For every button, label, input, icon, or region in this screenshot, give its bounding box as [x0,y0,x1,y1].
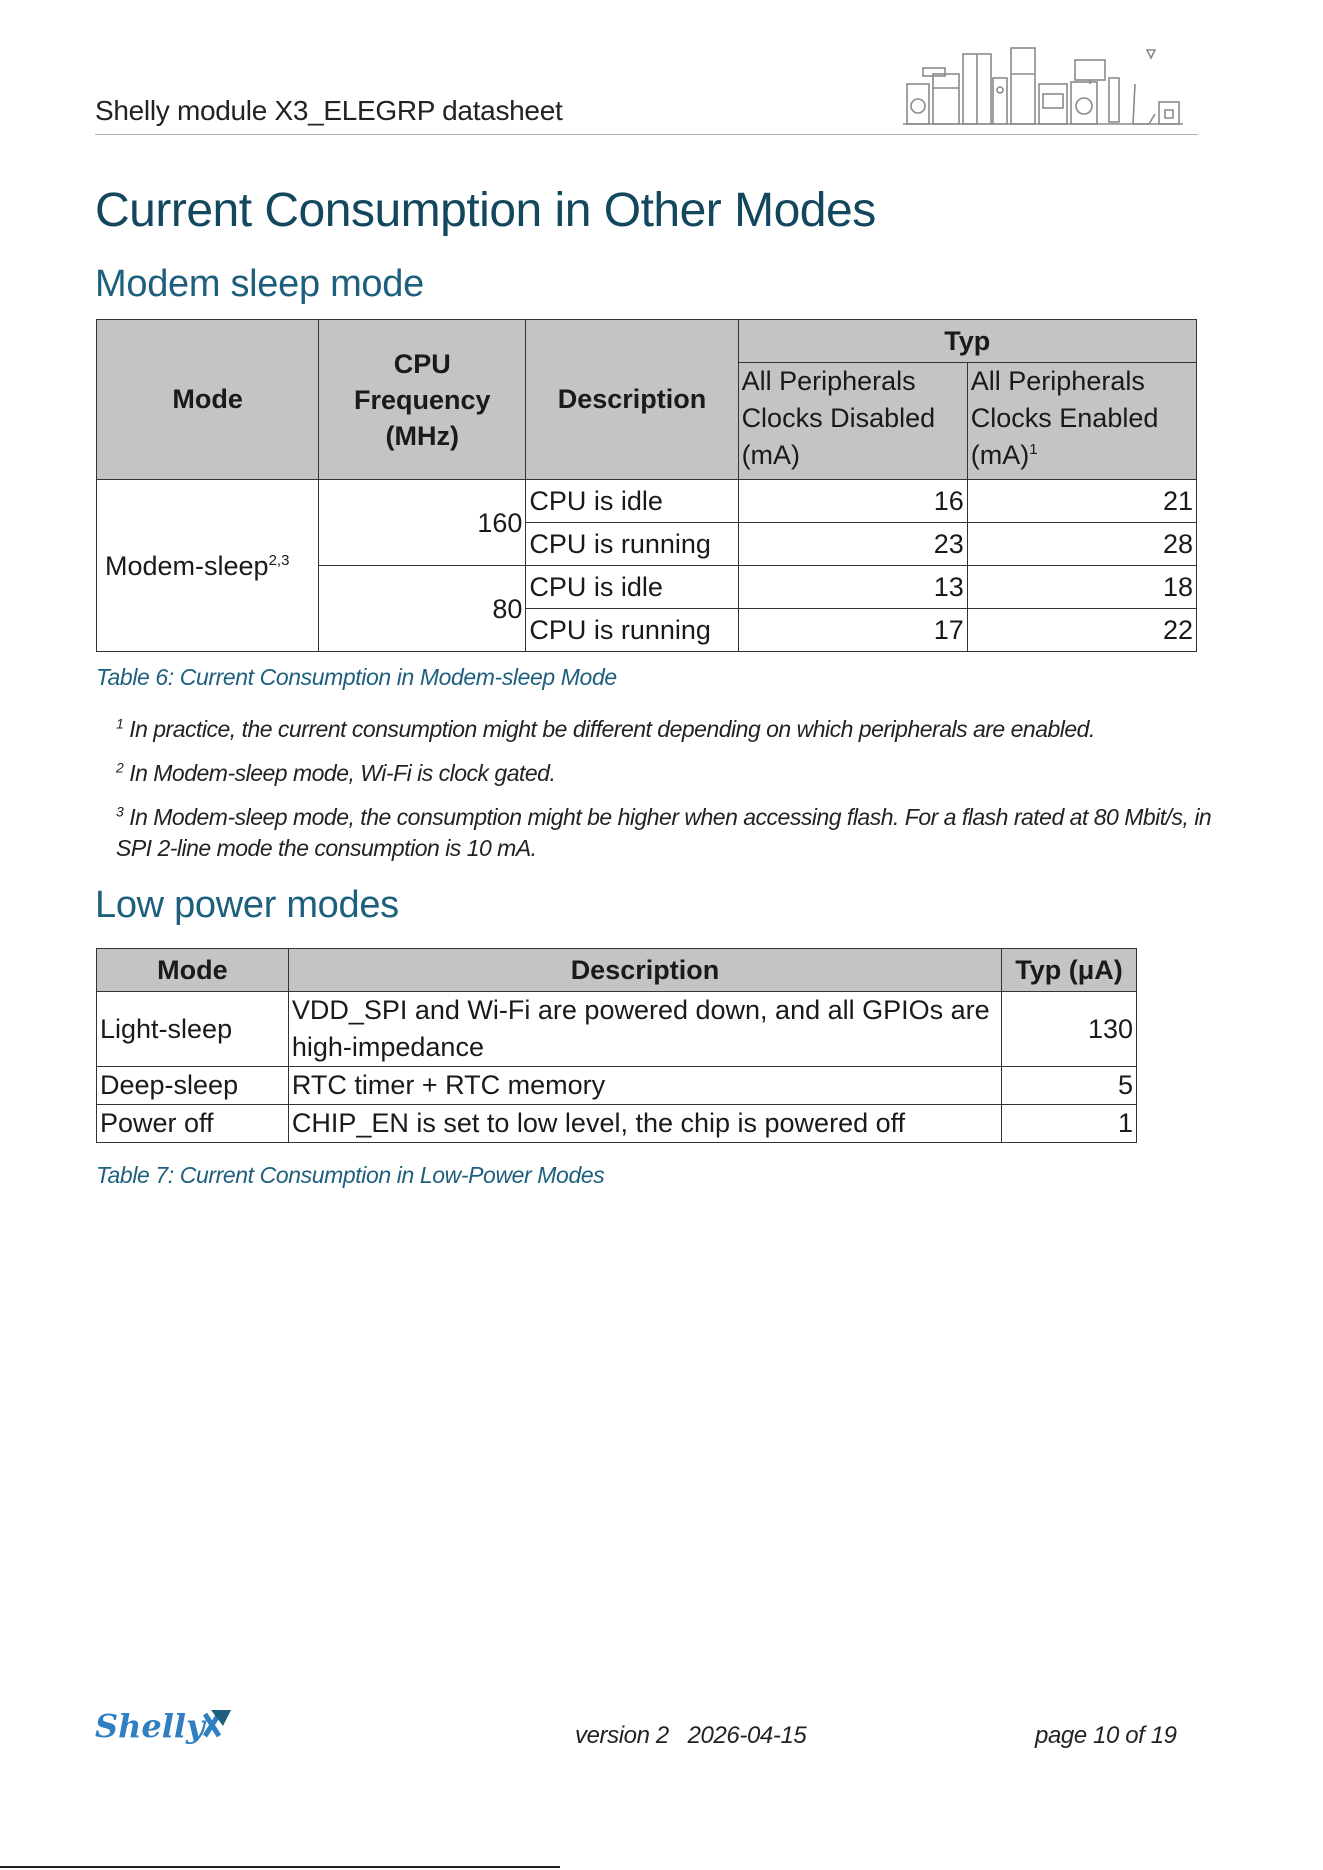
table-row [97,1067,1137,1105]
header-mode: Mode [97,949,289,992]
header-divider [95,134,1198,135]
header-typ-ua: Typ (μA) [1002,949,1137,992]
header-typ: Typ [738,320,1196,363]
clocks-enabled-cell: 21 [967,480,1196,523]
clocks-disabled-cell: 23 [738,523,967,566]
header-mode: Mode [97,320,319,480]
description-cell: CPU is idle [526,480,738,523]
home-appliances-icon [903,44,1199,128]
footnote-ref-2-3: 2,3 [268,551,290,569]
mode-cell: Power off [97,1105,289,1143]
header-description: Description [288,949,1001,992]
table-row [97,480,1197,523]
mode-cell: Modem-sleep$^{2,3}$ [97,480,319,652]
clocks-enabled-cell: 28 [967,523,1196,566]
modem-sleep-heading: Modem sleep mode [95,263,424,305]
description-cell: CPU is running [526,523,738,566]
table-7-caption: Table 7: Current Consumption in Low-Power Modes [96,1162,605,1188]
footnote-2: $^2$ In Modem-sleep mode, Wi-Fi is clock gated. [116,759,556,786]
shelly-x-logo-icon [93,1706,233,1746]
shelly-logo [93,1706,233,1751]
document-title: Shelly module X3_ELEGRP datasheet [95,95,563,126]
modem-sleep-table [96,319,1197,652]
low-power-heading: Low power modes [95,884,399,926]
description-cell: CPU is idle [526,566,738,609]
header-clocks-enabled: All Peripherals Clocks Enabled (mA)$^1$ [967,363,1196,480]
typ-cell: 1 [1002,1105,1137,1143]
bottom-rule [0,1866,560,1868]
clocks-disabled-cell: 16 [738,480,967,523]
description-cell: CHIP_EN is set to low level, the chip is powered off [288,1105,1001,1143]
header-cpu-frequency: CPU Frequency (MHz) [319,320,526,480]
mode-cell: Deep-sleep [97,1067,289,1105]
description-cell: VDD_SPI and Wi-Fi are powered down, and all GPIOs are high-impedance [288,992,1001,1067]
description-cell: RTC timer + RTC memory [288,1067,1001,1105]
description-cell: CPU is running [526,609,738,652]
header-clocks-disabled: All Peripherals Clocks Disabled (mA) [738,363,967,480]
section-heading: Current Consumption in Other Modes [95,184,876,237]
shelly-logo-text: Shelly [95,1707,205,1745]
cpu-frequency-cell: 160 [319,480,526,566]
header-description: Description [526,320,738,480]
table-row [97,992,1137,1067]
clocks-disabled-cell: 17 [738,609,967,652]
footer-page-number: page 10 of 19 [1035,1722,1177,1749]
footnote-1: $^1$ In practice, the current consumption might be different depending on which peripherals are enabled. [116,715,1095,742]
footnote-ref-1: 1 [1029,441,1038,458]
typ-cell: 5 [1002,1067,1137,1105]
typ-cell: 130 [1002,992,1137,1067]
mode-cell: Light-sleep [97,992,289,1067]
footnote-3: $^3$ In Modem-sleep mode, the consumption might be higher when accessing flash. For a flash rated at 80 Mbit/s, in SPI 2-line mode the consumption is 10 mA. [116,803,1212,861]
clocks-enabled-cell: 22 [967,609,1196,652]
cpu-frequency-cell: 80 [319,566,526,652]
footer-version: version 2 2026-04-15 [575,1722,807,1749]
table-row [97,1105,1137,1143]
low-power-table [96,948,1137,1143]
clocks-enabled-cell: 18 [967,566,1196,609]
clocks-disabled-cell: 13 [738,566,967,609]
table-6-caption: Table 6: Current Consumption in Modem-sleep Mode [96,664,617,690]
